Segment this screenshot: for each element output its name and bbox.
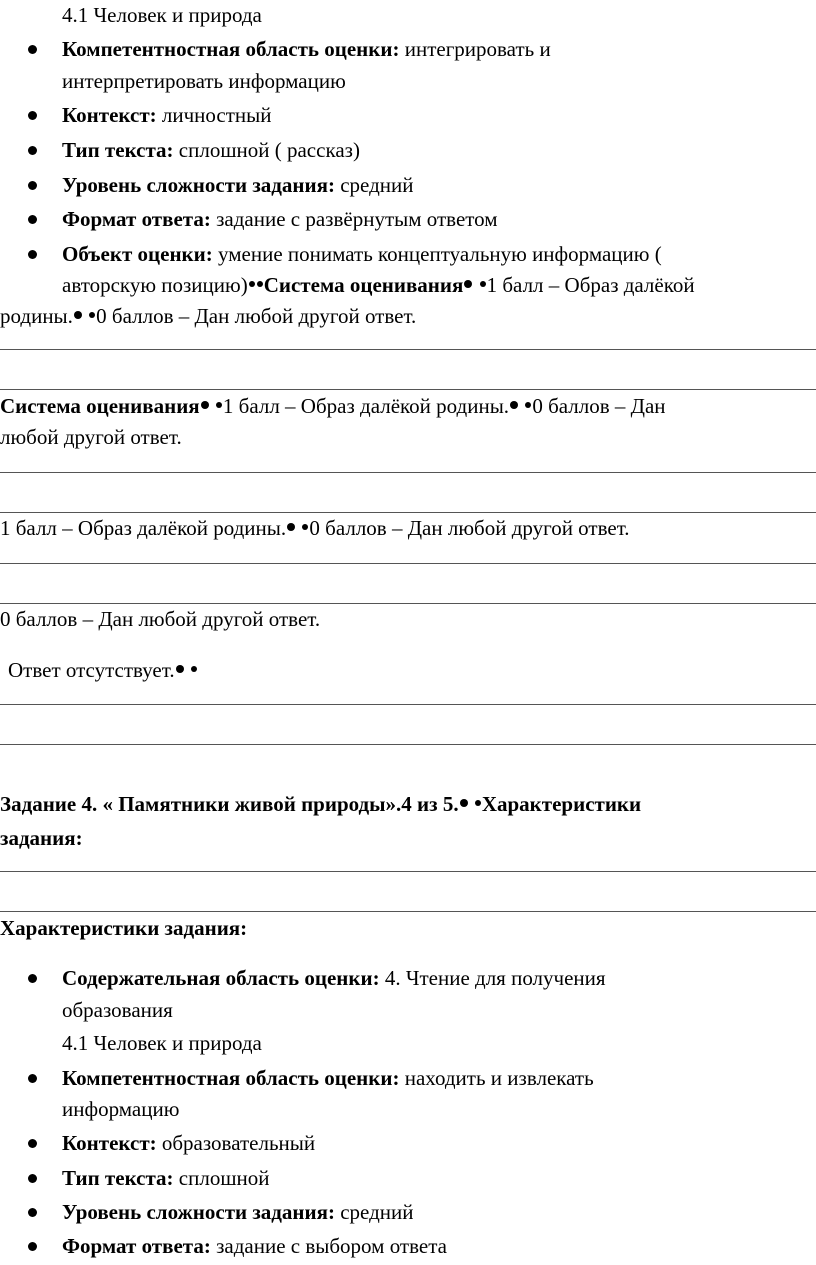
dot-icon bbox=[480, 281, 486, 287]
bullet-icon bbox=[28, 974, 37, 983]
score1-text: 1 балл – Образ далёкой родины. bbox=[222, 394, 510, 418]
score0-text: 0 баллов – Дан любой другой ответ. bbox=[96, 304, 417, 328]
scoring-label: Система оценивания bbox=[263, 273, 464, 297]
dot-icon bbox=[475, 800, 481, 806]
subtopic-line: 4.1 Человек и природа bbox=[62, 1031, 262, 1055]
task-title-text: Задание 4. « Памятники живой природы».4 из 5. bbox=[0, 792, 459, 816]
subtopic-line: 4.1 Человек и природа bbox=[62, 3, 262, 27]
difficulty-item bbox=[62, 1197, 414, 1228]
competence-value: интегрировать и bbox=[399, 37, 551, 61]
score0-text-cont: любой другой ответ. bbox=[0, 425, 182, 449]
dot-icon bbox=[302, 524, 308, 530]
answer-format-label: Формат ответа: bbox=[62, 1234, 211, 1258]
answer-format-value: задание с развёрнутым ответом bbox=[210, 207, 498, 231]
difficulty-item bbox=[62, 170, 414, 201]
context-item bbox=[62, 100, 272, 131]
competence-value-cont: информацию bbox=[62, 1097, 180, 1121]
bullet-icon bbox=[28, 1242, 37, 1251]
context-value: образовательный bbox=[156, 1131, 316, 1155]
context-label: Контекст: bbox=[62, 1131, 157, 1155]
divider bbox=[0, 871, 816, 872]
dot-icon bbox=[249, 281, 255, 287]
competence-value: находить и извлекать bbox=[399, 1066, 594, 1090]
no-answer-text: Ответ отсутствует. bbox=[8, 658, 175, 682]
object-value: умение понимать концептуальную информацию ( bbox=[212, 242, 662, 266]
task-title-cont: задания: bbox=[0, 826, 83, 850]
content-label: Содержательная область оценки: bbox=[62, 966, 380, 990]
bullet-icon bbox=[28, 181, 37, 190]
task-title bbox=[0, 789, 641, 820]
scoring-line bbox=[0, 391, 666, 422]
text-type-value: сплошной bbox=[173, 1166, 270, 1190]
object-item bbox=[62, 239, 662, 270]
bullet-icon bbox=[28, 215, 37, 224]
competence-label: Компетентностная область оценки: bbox=[62, 1066, 400, 1090]
divider bbox=[0, 349, 816, 350]
divider bbox=[0, 744, 816, 745]
text-type-item bbox=[62, 1163, 269, 1194]
competence-label: Компетентностная область оценки: bbox=[62, 37, 400, 61]
score0-text: 0 баллов – Дан любой другой ответ. bbox=[309, 516, 630, 540]
dot-icon bbox=[176, 665, 184, 673]
competence-value-cont: интерпретировать информацию bbox=[62, 69, 346, 93]
dot-icon bbox=[464, 280, 472, 288]
difficulty-label: Уровень сложности задания: bbox=[62, 1200, 335, 1224]
dot-icon bbox=[510, 401, 518, 409]
score-line bbox=[0, 513, 630, 544]
score0-text: 0 баллов – Дан bbox=[532, 394, 666, 418]
text-type-value: сплошной ( рассказ) bbox=[173, 138, 360, 162]
object-label: Объект оценки: bbox=[62, 242, 213, 266]
dot-icon bbox=[257, 281, 263, 287]
answer-format-value: задание с выбором ответа bbox=[210, 1234, 447, 1258]
bullet-icon bbox=[28, 146, 37, 155]
difficulty-value: средний bbox=[334, 1200, 414, 1224]
context-item bbox=[62, 1128, 315, 1159]
dot-icon bbox=[191, 666, 197, 672]
difficulty-label: Уровень сложности задания: bbox=[62, 173, 335, 197]
context-value: личностный bbox=[156, 103, 272, 127]
competence-item bbox=[62, 1063, 594, 1094]
score-line bbox=[0, 301, 416, 332]
score1-text: 1 балл – Образ далёкой bbox=[486, 273, 695, 297]
answer-format-label: Формат ответа: bbox=[62, 207, 211, 231]
bullet-icon bbox=[28, 45, 37, 54]
divider bbox=[0, 704, 816, 705]
bullet-icon bbox=[28, 250, 37, 259]
score1-text: 1 балл – Образ далёкой родины. bbox=[0, 516, 287, 540]
task-title-tail: Характеристики bbox=[481, 792, 642, 816]
content-item bbox=[62, 963, 606, 994]
object-scoring-line bbox=[62, 270, 695, 301]
text-type-label: Тип текста: bbox=[62, 138, 174, 162]
dot-icon bbox=[216, 402, 222, 408]
dot-icon bbox=[525, 402, 531, 408]
object-value-cont: авторскую позицию) bbox=[62, 273, 248, 297]
characteristics-heading: Характеристики задания: bbox=[0, 916, 248, 940]
answer-format-item bbox=[62, 1231, 447, 1262]
divider bbox=[0, 389, 816, 390]
divider bbox=[0, 472, 816, 473]
score0-text: 0 баллов – Дан любой другой ответ. bbox=[0, 607, 321, 631]
bullet-icon bbox=[28, 1139, 37, 1148]
dot-icon bbox=[460, 799, 468, 807]
answer-format-item bbox=[62, 204, 498, 235]
dot-icon bbox=[287, 523, 295, 531]
content-value: 4. Чтение для получения bbox=[379, 966, 606, 990]
divider bbox=[0, 911, 816, 912]
bullet-icon bbox=[28, 1174, 37, 1183]
dot-icon bbox=[74, 311, 82, 319]
competence-item bbox=[62, 34, 551, 65]
context-label: Контекст: bbox=[62, 103, 157, 127]
text-type-label: Тип текста: bbox=[62, 1166, 174, 1190]
content-value-cont: образования bbox=[62, 998, 173, 1022]
bullet-icon bbox=[28, 1074, 37, 1083]
bullet-icon bbox=[28, 111, 37, 120]
score1-text-cont: родины. bbox=[0, 304, 73, 328]
dot-icon bbox=[201, 401, 209, 409]
text-type-item bbox=[62, 135, 360, 166]
bullet-icon bbox=[28, 1208, 37, 1217]
scoring-label: Система оценивания bbox=[0, 394, 200, 418]
difficulty-value: средний bbox=[334, 173, 414, 197]
divider bbox=[0, 563, 816, 564]
dot-icon bbox=[89, 312, 95, 318]
no-answer-line bbox=[8, 655, 198, 686]
